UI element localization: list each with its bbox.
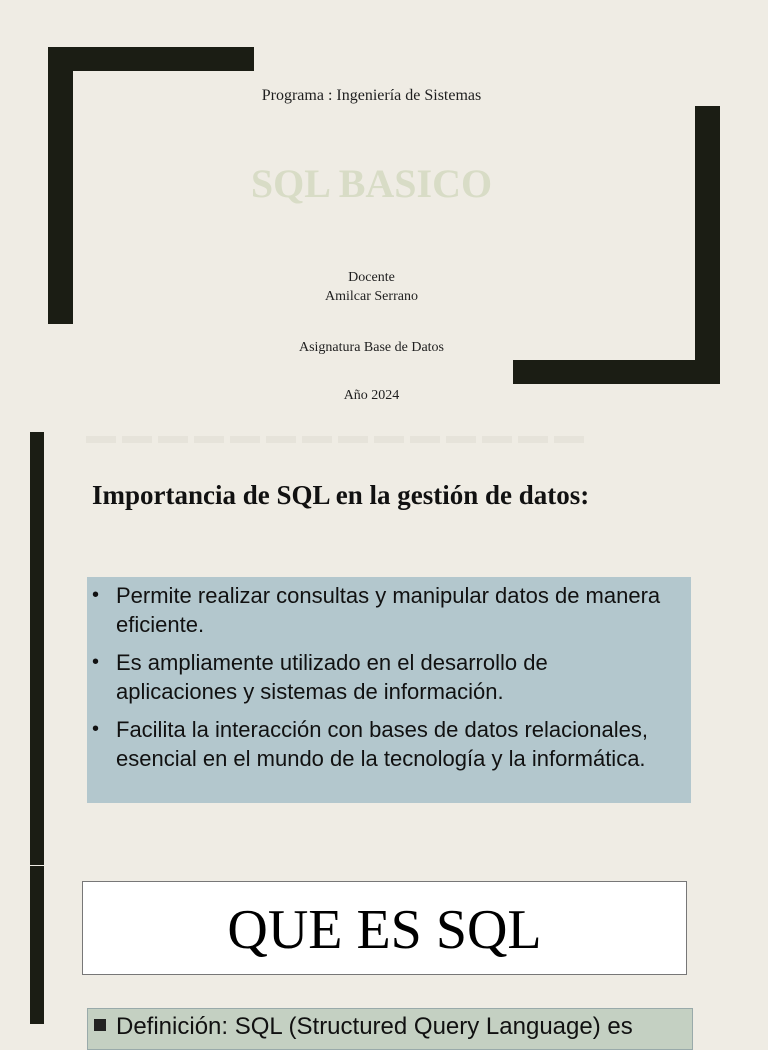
slide-title: SQL BASICO xyxy=(250,161,493,206)
program-label: Programa : Ingeniería de Sistemas xyxy=(261,87,482,104)
teacher-block xyxy=(0,268,743,306)
bullet-item: • Es ampliamente utilizado en el desarrollo de aplicaciones y sistemas de información. xyxy=(116,648,671,706)
year-label: Año 2024 xyxy=(343,388,400,403)
bullet-item: • Permite realizar consultas y manipular datos de manera eficiente. xyxy=(116,581,671,639)
square-bullet-icon xyxy=(94,1019,106,1031)
faint-decoration xyxy=(86,436,586,443)
importance-slide xyxy=(0,432,768,865)
slide-side-bar xyxy=(30,866,44,1024)
definition-box xyxy=(87,1008,693,1050)
slide-title: QUE ES SQL xyxy=(227,899,542,961)
definition-text: Definición: SQL (Structured Query Language) es xyxy=(116,1013,633,1040)
teacher-name: Amilcar Serrano xyxy=(325,289,418,304)
bullet-list xyxy=(87,577,691,773)
bullet-item: • Facilita la interacción con bases de datos relacionales, esencial en el mundo de la tecnología y la informática. xyxy=(116,715,671,773)
title-slide xyxy=(0,0,768,432)
what-is-sql-slide xyxy=(0,866,768,1040)
teacher-label: Docente xyxy=(348,270,395,285)
title-box xyxy=(82,881,687,975)
frame-corner-bottom-right-horizontal xyxy=(513,360,720,384)
definition-item xyxy=(94,1013,633,1041)
slide-heading: Importancia de SQL en la gestión de datos: xyxy=(92,480,590,510)
subject-label: Asignatura Base de Datos xyxy=(298,340,445,355)
frame-corner-top-left-horizontal xyxy=(48,47,254,71)
bullet-box xyxy=(87,577,691,803)
slide-side-bar xyxy=(30,432,44,865)
